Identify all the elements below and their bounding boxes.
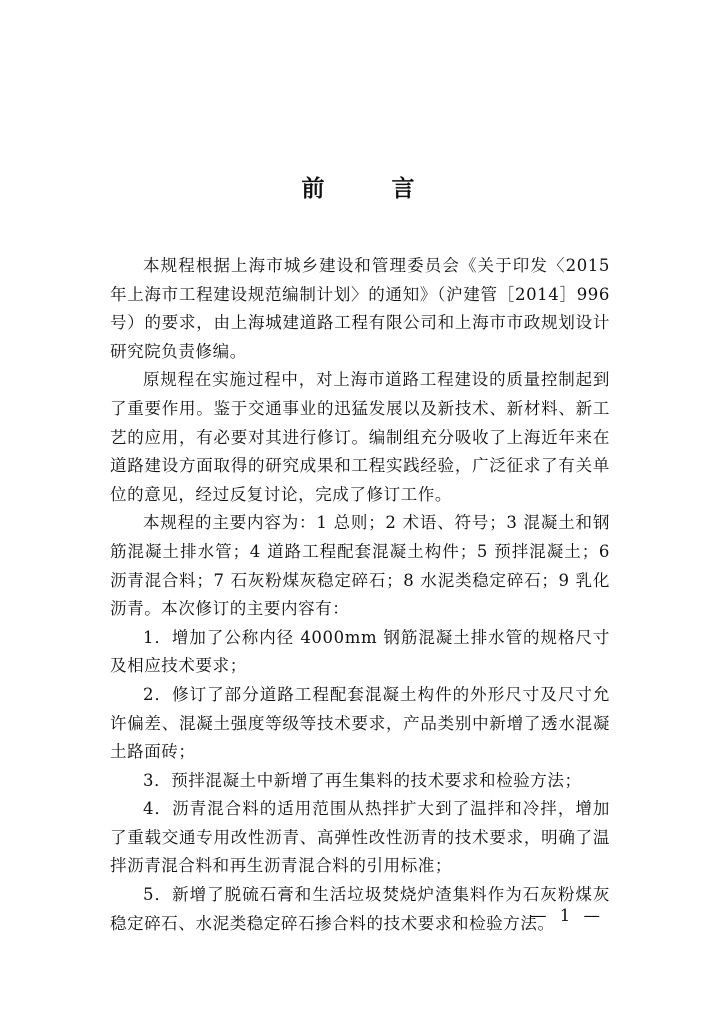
paragraph-contents: 本规程的主要内容为：1 总则；2 术语、符号；3 混凝土和钢筋混凝土排水管；4 道路工程配套混凝土构件；5 预拌混凝土；6 沥青混合料；7 石灰粉煤灰稳定碎石；8 水泥类稳定碎石；9 乳化沥青。本次修订的主要内容有： xyxy=(110,513,610,619)
revision-item-4: 4．沥青混合料的适用范围从热拌扩大到了温拌和冷拌，增加了重载交通专用改性沥青、高弹性改性沥青的技术要求，明确了温拌沥青混合料和再生沥青混合料的引用标准； xyxy=(110,799,610,876)
paragraph-background: 本规程根据上海市城乡建设和管理委员会《关于印发〈2015年上海市工程建设规范编制计划〉的通知》（沪建管［2014］996号）的要求，由上海城建道路工程有限公司和上海市市政规划设计研究院负责修编。 xyxy=(110,256,610,361)
revision-item-2: 2．修订了部分道路工程配套混凝土构件的外形尺寸及尺寸允许偏差、混凝土强度等级等技术要求，产品类别中新增了透水混凝土路面砖； xyxy=(110,684,610,762)
revision-item-1: 1．增加了公称内径 4000mm 钢筋混凝土排水管的规格尺寸及相应技术要求； xyxy=(110,627,610,676)
document-body xyxy=(110,252,610,938)
page-title: 前 言 xyxy=(301,176,437,202)
revision-item-3: 3．预拌混凝土中新增了再生集料的技术要求和检验方法； xyxy=(143,770,582,790)
page-number: — 1 — xyxy=(530,906,604,925)
revision-item-5: 5．新增了脱硫石膏和生活垃圾焚烧炉渣集料作为石灰粉煤灰稳定碎石、水泥类稳定碎石掺合料的技术要求和检验方法。 xyxy=(110,885,610,933)
paragraph-purpose: 原规程在实施过程中，对上海市道路工程建设的质量控制起到了重要作用。鉴于交通事业的迅猛发展以及新技术、新材料、新工艺的应用，有必要对其进行修订。编制组充分吸收了上海近年来在道路建设方面取得的研究成果和工程实践经验，广泛征求了有关单位的意见，经过反复讨论，完成了修订工作。 xyxy=(110,370,610,504)
